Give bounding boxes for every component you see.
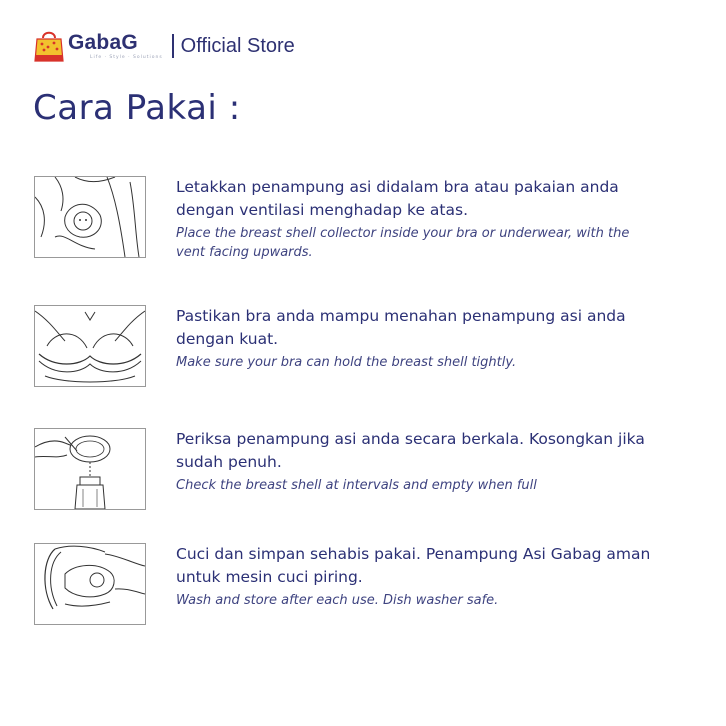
step-1-instruction-en: Place the breast shell collector inside your bra or underwear, with the vent facing upwards. [176,226,630,260]
step-3-instruction-id: Periksa penampung asi anda secara berkala. Kosongkan jika sudah penuh. [176,430,645,471]
step-3-text [176,428,656,495]
breast-shell-in-bra-illustration-icon [34,176,146,258]
step-1-text [176,176,656,262]
empty-shell-into-bottle-illustration-icon [34,428,146,510]
brand-name: GabaG [68,31,138,54]
page-title: Cara Pakai : [33,88,241,128]
brand-tagline: Life · Style · Solutions [90,55,163,60]
step-4-instruction-en: Wash and store after each use. Dish washer safe. [176,593,499,608]
shopping-bag-logo-icon [34,29,64,63]
step-2-instruction-id: Pastikan bra anda mampu menahan penampung asi anda dengan kuat. [176,307,626,348]
step-4-instruction-id: Cuci dan simpan sehabis pakai. Penampung Asi Gabag aman untuk mesin cuci piring. [176,545,651,586]
bra-illustration-icon [34,305,146,387]
step-4-text [176,543,656,610]
brand-block [68,32,163,60]
header-divider [172,34,174,58]
store-label: Official Store [180,34,295,57]
step-3-instruction-en: Check the breast shell at intervals and empty when full [176,478,537,493]
step-2-instruction-en: Make sure your bra can hold the breast shell tightly. [176,355,517,370]
washing-shell-illustration-icon [34,543,146,625]
step-1-instruction-id: Letakkan penampung asi didalam bra atau pakaian anda dengan ventilasi menghadap ke atas. [176,178,619,219]
step-2-text [176,305,656,372]
brand-header [34,26,295,66]
